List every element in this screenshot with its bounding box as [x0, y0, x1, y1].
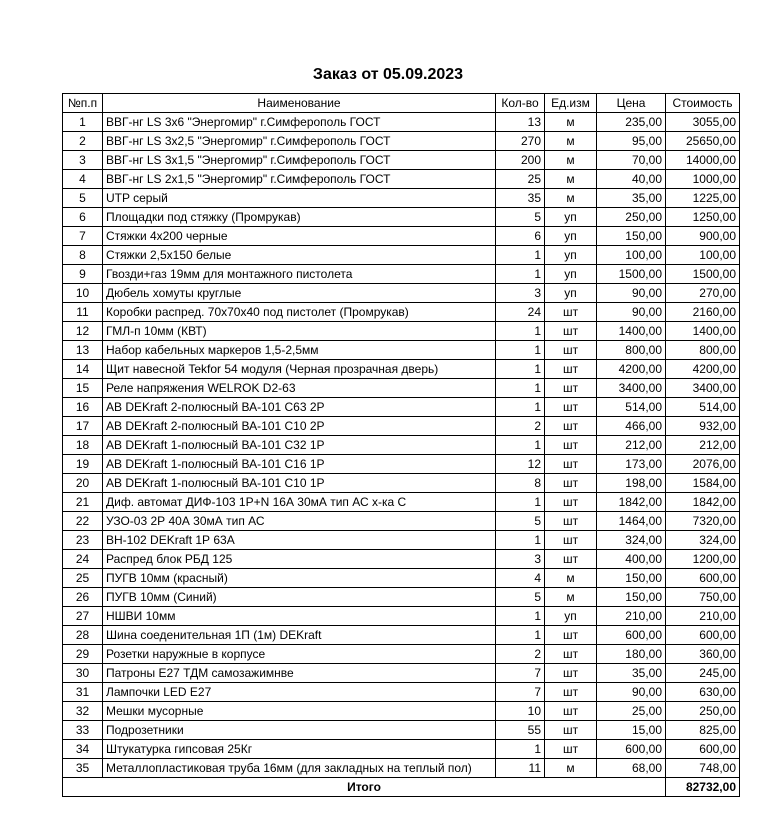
cell-unit: м [545, 170, 597, 189]
cell-price: 35,00 [597, 189, 666, 208]
cell-cost: 1842,00 [666, 493, 740, 512]
cell-unit: шт [545, 626, 597, 645]
cell-num: 6 [63, 208, 103, 227]
cell-num: 35 [63, 759, 103, 778]
cell-cost: 212,00 [666, 436, 740, 455]
cell-unit: м [545, 132, 597, 151]
total-label: Итого [63, 778, 666, 797]
cell-num: 1 [63, 113, 103, 132]
cell-num: 5 [63, 189, 103, 208]
cell-price: 1400,00 [597, 322, 666, 341]
cell-unit: м [545, 189, 597, 208]
cell-price: 90,00 [597, 284, 666, 303]
cell-price: 400,00 [597, 550, 666, 569]
cell-cost: 250,00 [666, 702, 740, 721]
cell-num: 4 [63, 170, 103, 189]
cell-unit: м [545, 113, 597, 132]
cell-name: Реле напряжения WELROK D2-63 [103, 379, 496, 398]
table-row [63, 246, 740, 265]
cell-cost: 630,00 [666, 683, 740, 702]
cell-price: 600,00 [597, 740, 666, 759]
cell-unit: уп [545, 284, 597, 303]
cell-unit: шт [545, 417, 597, 436]
cell-qty: 1 [496, 531, 545, 550]
table-row [63, 550, 740, 569]
table-row [63, 683, 740, 702]
cell-num: 27 [63, 607, 103, 626]
cell-name: Щит навесной Tekfor 54 модуля (Черная прозрачная дверь) [103, 360, 496, 379]
cell-name: ВВГ-нг LS 3х6 "Энергомир" г.Симферополь ГОСТ [103, 113, 496, 132]
table-row [63, 265, 740, 284]
cell-qty: 5 [496, 512, 545, 531]
cell-cost: 1584,00 [666, 474, 740, 493]
cell-name: Стяжки 2,5х150 белые [103, 246, 496, 265]
cell-price: 25,00 [597, 702, 666, 721]
cell-price: 600,00 [597, 626, 666, 645]
cell-qty: 1 [496, 493, 545, 512]
cell-cost: 1500,00 [666, 265, 740, 284]
cell-cost: 600,00 [666, 626, 740, 645]
cell-qty: 1 [496, 626, 545, 645]
cell-cost: 932,00 [666, 417, 740, 436]
cell-price: 466,00 [597, 417, 666, 436]
cell-name: Шина соеденительная 1П (1м) DEKraft [103, 626, 496, 645]
cell-unit: уп [545, 227, 597, 246]
cell-cost: 825,00 [666, 721, 740, 740]
cell-num: 11 [63, 303, 103, 322]
cell-qty: 24 [496, 303, 545, 322]
cell-cost: 750,00 [666, 588, 740, 607]
cell-num: 13 [63, 341, 103, 360]
table-row [63, 417, 740, 436]
cell-num: 2 [63, 132, 103, 151]
cell-name: Площадки под стяжку (Промрукав) [103, 208, 496, 227]
cell-cost: 3055,00 [666, 113, 740, 132]
cell-num: 26 [63, 588, 103, 607]
cell-name: ВВГ-нг LS 3х1,5 "Энергомир" г.Симферополь ГОСТ [103, 151, 496, 170]
cell-unit: уп [545, 607, 597, 626]
cell-qty: 1 [496, 740, 545, 759]
table-row [63, 721, 740, 740]
cell-name: Металлопластиковая труба 16мм (для закладных на теплый пол) [103, 759, 496, 778]
cell-qty: 5 [496, 208, 545, 227]
cell-name: НШВИ 10мм [103, 607, 496, 626]
cell-name: Диф. автомат ДИФ-103 1Р+N 16А 30мА тип АС х-ка С [103, 493, 496, 512]
cell-unit: шт [545, 360, 597, 379]
cell-price: 180,00 [597, 645, 666, 664]
cell-name: ПУГВ 10мм (красный) [103, 569, 496, 588]
cell-price: 250,00 [597, 208, 666, 227]
cell-cost: 7320,00 [666, 512, 740, 531]
cell-price: 1500,00 [597, 265, 666, 284]
cell-cost: 3400,00 [666, 379, 740, 398]
cell-cost: 1400,00 [666, 322, 740, 341]
cell-num: 22 [63, 512, 103, 531]
cell-num: 14 [63, 360, 103, 379]
cell-cost: 1250,00 [666, 208, 740, 227]
cell-cost: 2160,00 [666, 303, 740, 322]
total-row [63, 778, 740, 797]
cell-price: 35,00 [597, 664, 666, 683]
cell-num: 19 [63, 455, 103, 474]
cell-num: 34 [63, 740, 103, 759]
header-name: Наименование [103, 94, 496, 113]
cell-qty: 1 [496, 265, 545, 284]
cell-price: 235,00 [597, 113, 666, 132]
cell-unit: шт [545, 683, 597, 702]
cell-cost: 1000,00 [666, 170, 740, 189]
cell-cost: 1200,00 [666, 550, 740, 569]
cell-unit: шт [545, 322, 597, 341]
cell-qty: 35 [496, 189, 545, 208]
cell-unit: шт [545, 398, 597, 417]
cell-unit: м [545, 151, 597, 170]
cell-unit: уп [545, 246, 597, 265]
order-table [62, 93, 740, 797]
cell-name: АВ DEKraft 2-полюсный ВА-101 С10 2Р [103, 417, 496, 436]
cell-price: 15,00 [597, 721, 666, 740]
cell-unit: шт [545, 493, 597, 512]
table-row [63, 284, 740, 303]
table-row [63, 151, 740, 170]
cell-num: 24 [63, 550, 103, 569]
cell-name: Коробки распред. 70х70х40 под пистолет (Промрукав) [103, 303, 496, 322]
cell-name: ВВГ-нг LS 2х1,5 "Энергомир" г.Симферополь ГОСТ [103, 170, 496, 189]
cell-num: 18 [63, 436, 103, 455]
cell-qty: 1 [496, 246, 545, 265]
cell-qty: 2 [496, 417, 545, 436]
cell-qty: 25 [496, 170, 545, 189]
cell-cost: 514,00 [666, 398, 740, 417]
cell-num: 7 [63, 227, 103, 246]
table-row [63, 474, 740, 493]
table-row [63, 436, 740, 455]
cell-price: 70,00 [597, 151, 666, 170]
cell-unit: шт [545, 436, 597, 455]
header-cost: Стоимость [666, 94, 740, 113]
cell-name: АВ DEKraft 1-полюсный ВА-101 С10 1Р [103, 474, 496, 493]
cell-price: 40,00 [597, 170, 666, 189]
cell-name: УЗО-03 2Р 40А 30мА тип АС [103, 512, 496, 531]
cell-qty: 200 [496, 151, 545, 170]
cell-num: 21 [63, 493, 103, 512]
cell-name: Гвозди+газ 19мм для монтажного пистолета [103, 265, 496, 284]
cell-price: 150,00 [597, 569, 666, 588]
header-qty: Кол-во [496, 94, 545, 113]
cell-qty: 1 [496, 398, 545, 417]
cell-num: 31 [63, 683, 103, 702]
cell-qty: 1 [496, 341, 545, 360]
table-row [63, 132, 740, 151]
cell-cost: 1225,00 [666, 189, 740, 208]
cell-unit: шт [545, 341, 597, 360]
cell-num: 28 [63, 626, 103, 645]
cell-qty: 270 [496, 132, 545, 151]
cell-cost: 210,00 [666, 607, 740, 626]
cell-qty: 5 [496, 588, 545, 607]
table-row [63, 455, 740, 474]
cell-cost: 25650,00 [666, 132, 740, 151]
cell-unit: м [545, 759, 597, 778]
cell-name: ВН-102 DEKraft 1Р 63А [103, 531, 496, 550]
cell-cost: 800,00 [666, 341, 740, 360]
cell-qty: 13 [496, 113, 545, 132]
cell-unit: м [545, 569, 597, 588]
cell-qty: 1 [496, 436, 545, 455]
cell-qty: 3 [496, 550, 545, 569]
cell-name: ПУГВ 10мм (Синий) [103, 588, 496, 607]
cell-price: 90,00 [597, 303, 666, 322]
table-row [63, 702, 740, 721]
table-header-row [63, 94, 740, 113]
cell-num: 17 [63, 417, 103, 436]
cell-unit: шт [545, 512, 597, 531]
header-num: №п.п [63, 94, 103, 113]
cell-num: 20 [63, 474, 103, 493]
table-row [63, 379, 740, 398]
table-row [63, 531, 740, 550]
cell-cost: 748,00 [666, 759, 740, 778]
cell-qty: 12 [496, 455, 545, 474]
cell-unit: м [545, 588, 597, 607]
cell-cost: 600,00 [666, 740, 740, 759]
cell-name: АВ DEKraft 2-полюсный ВА-101 С63 2Р [103, 398, 496, 417]
cell-qty: 1 [496, 607, 545, 626]
total-value: 82732,00 [666, 778, 740, 797]
cell-unit: шт [545, 531, 597, 550]
cell-num: 33 [63, 721, 103, 740]
table-row [63, 113, 740, 132]
cell-price: 514,00 [597, 398, 666, 417]
table-row [63, 645, 740, 664]
document-title: Заказ от 05.09.2023 [312, 66, 464, 83]
table-row [63, 512, 740, 531]
cell-unit: уп [545, 208, 597, 227]
table-row [63, 740, 740, 759]
cell-cost: 100,00 [666, 246, 740, 265]
cell-unit: шт [545, 379, 597, 398]
header-price: Цена [597, 94, 666, 113]
cell-price: 150,00 [597, 227, 666, 246]
cell-qty: 2 [496, 645, 545, 664]
cell-num: 29 [63, 645, 103, 664]
table-row [63, 227, 740, 246]
cell-qty: 3 [496, 284, 545, 303]
cell-unit: шт [545, 702, 597, 721]
cell-cost: 2076,00 [666, 455, 740, 474]
cell-unit: уп [545, 265, 597, 284]
header-unit: Ед.изм [545, 94, 597, 113]
cell-price: 1842,00 [597, 493, 666, 512]
cell-num: 32 [63, 702, 103, 721]
cell-cost: 245,00 [666, 664, 740, 683]
cell-name: ГМЛ-п 10мм (КВТ) [103, 322, 496, 341]
cell-cost: 360,00 [666, 645, 740, 664]
cell-cost: 324,00 [666, 531, 740, 550]
table-row [63, 322, 740, 341]
cell-name: Лампочки LED E27 [103, 683, 496, 702]
cell-name: АВ DEKraft 1-полюсный ВА-101 С32 1Р [103, 436, 496, 455]
cell-price: 212,00 [597, 436, 666, 455]
table-row [63, 170, 740, 189]
cell-name: UTP серый [103, 189, 496, 208]
cell-unit: шт [545, 550, 597, 569]
cell-price: 150,00 [597, 588, 666, 607]
cell-cost: 600,00 [666, 569, 740, 588]
cell-name: Подрозетники [103, 721, 496, 740]
cell-qty: 6 [496, 227, 545, 246]
cell-qty: 7 [496, 664, 545, 683]
cell-cost: 4200,00 [666, 360, 740, 379]
cell-price: 4200,00 [597, 360, 666, 379]
cell-unit: шт [545, 455, 597, 474]
cell-num: 23 [63, 531, 103, 550]
cell-qty: 1 [496, 360, 545, 379]
cell-name: Распред блок РБД 125 [103, 550, 496, 569]
table-row [63, 626, 740, 645]
cell-name: Патроны Е27 ТДМ самозажимнве [103, 664, 496, 683]
table-row [63, 759, 740, 778]
cell-qty: 55 [496, 721, 545, 740]
cell-qty: 1 [496, 379, 545, 398]
cell-name: Розетки наружные в корпусе [103, 645, 496, 664]
table-row [63, 303, 740, 322]
cell-unit: шт [545, 303, 597, 322]
table-row [63, 569, 740, 588]
table-row [63, 607, 740, 626]
cell-num: 16 [63, 398, 103, 417]
cell-price: 210,00 [597, 607, 666, 626]
cell-name: Штукатурка гипсовая 25Кг [103, 740, 496, 759]
cell-unit: шт [545, 664, 597, 683]
cell-price: 324,00 [597, 531, 666, 550]
cell-name: Набор кабельных маркеров 1,5-2,5мм [103, 341, 496, 360]
cell-qty: 4 [496, 569, 545, 588]
cell-num: 10 [63, 284, 103, 303]
cell-price: 800,00 [597, 341, 666, 360]
cell-qty: 1 [496, 322, 545, 341]
cell-price: 173,00 [597, 455, 666, 474]
cell-qty: 11 [496, 759, 545, 778]
cell-price: 68,00 [597, 759, 666, 778]
cell-price: 100,00 [597, 246, 666, 265]
cell-num: 15 [63, 379, 103, 398]
cell-unit: шт [545, 740, 597, 759]
cell-num: 3 [63, 151, 103, 170]
cell-price: 90,00 [597, 683, 666, 702]
table-row [63, 664, 740, 683]
cell-qty: 10 [496, 702, 545, 721]
table-row [63, 493, 740, 512]
cell-qty: 8 [496, 474, 545, 493]
cell-price: 3400,00 [597, 379, 666, 398]
cell-num: 9 [63, 265, 103, 284]
cell-unit: шт [545, 645, 597, 664]
table-row [63, 398, 740, 417]
cell-cost: 900,00 [666, 227, 740, 246]
cell-unit: шт [545, 474, 597, 493]
cell-name: ВВГ-нг LS 3х2,5 "Энергомир" г.Симферополь ГОСТ [103, 132, 496, 151]
table-row [63, 341, 740, 360]
cell-num: 30 [63, 664, 103, 683]
table-row [63, 189, 740, 208]
cell-name: Стяжки 4х200 черные [103, 227, 496, 246]
cell-price: 1464,00 [597, 512, 666, 531]
cell-num: 25 [63, 569, 103, 588]
cell-cost: 14000,00 [666, 151, 740, 170]
table-row [63, 208, 740, 227]
cell-price: 198,00 [597, 474, 666, 493]
cell-num: 8 [63, 246, 103, 265]
cell-num: 12 [63, 322, 103, 341]
cell-cost: 270,00 [666, 284, 740, 303]
cell-unit: шт [545, 721, 597, 740]
table-row [63, 360, 740, 379]
cell-name: АВ DEKraft 1-полюсный ВА-101 С16 1Р [103, 455, 496, 474]
cell-name: Дюбель хомуты круглые [103, 284, 496, 303]
cell-name: Мешки мусорные [103, 702, 496, 721]
cell-price: 95,00 [597, 132, 666, 151]
table-row [63, 588, 740, 607]
cell-qty: 7 [496, 683, 545, 702]
